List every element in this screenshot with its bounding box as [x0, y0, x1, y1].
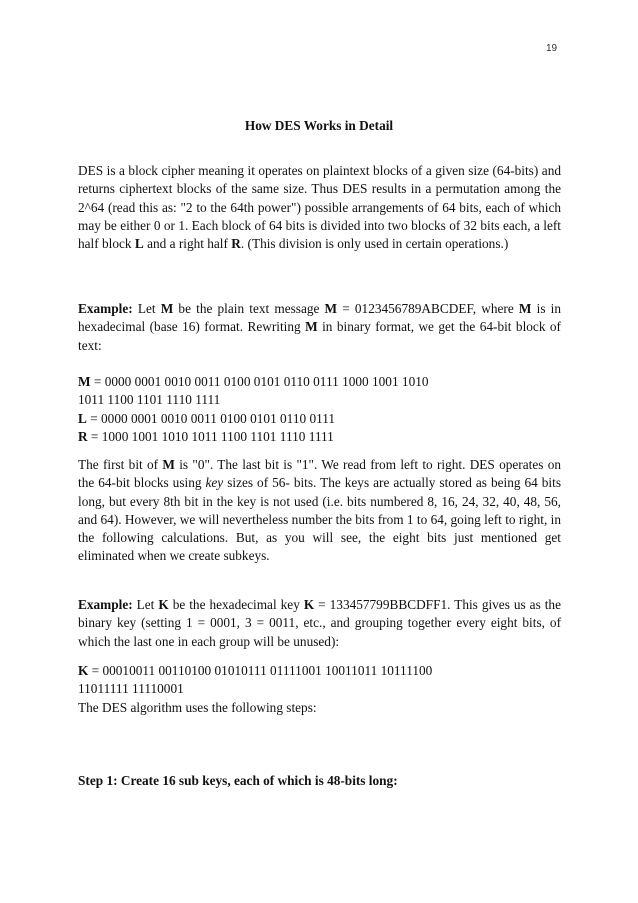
page-number: 19: [546, 43, 558, 54]
binary-block: [78, 373, 561, 446]
example1-paragraph: Example: Let M be the plain text message M = 0123456789ABCDEF, where M is in hexadecimal (base 16) format. Rewriting M in binary format, we get the 64-bit block of text:: [78, 301, 561, 353]
bits-paragraph: The first bit of M is "0". The last bit is "1". We read from left to right. DES operates on the 64-bit blocks using key sizes of 56- bits. The keys are actually stored as being 64 bits long, but every 8th bit in the key is not used (i.e. bits numbered 8, 16, 24, 32, 40, 48, 56, and 64). However, we will nevertheless number the bits from 1 to 64, going left to right, in the following calculations. But, as you will see, the eight bits just mentioned get eliminated when we create subkeys.: [78, 457, 561, 564]
step1-heading: Step 1: Create 16 sub keys, each of which is 48-bits long:: [78, 773, 398, 788]
key-binary-block: [78, 662, 561, 717]
r-binary-line: R = 1000 1001 1010 1011 1100 1101 1110 1111: [78, 428, 334, 444]
m-binary-line1: M = 0000 0001 0010 0011 0100 0101 0110 0111 1000 1001 1010: [78, 374, 429, 389]
m-binary-line2: 1011 1100 1101 1110 1111: [78, 392, 221, 408]
l-binary-line: L = 0000 0001 0010 0011 0100 0101 0110 0111: [78, 410, 336, 426]
section-title: How DES Works in Detail: [244, 118, 394, 133]
k-binary-line1: K = 00010011 00110100 01010111 01111001 10011011 10111100: [78, 663, 433, 678]
steps-intro: The DES algorithm uses the following steps:: [78, 699, 317, 715]
example2-paragraph: Example: Let K be the hexadecimal key K = 133457799BBCDFF1. This gives us as the binary key (setting 1 = 0001, 3 = 0011, etc., and grouping together every eight bits, of which the last one in each group will be unused):: [78, 597, 561, 649]
intro-paragraph: DES is a block cipher meaning it operates on plaintext blocks of a given size (64-bits) and returns ciphertext blocks of the same size. Thus DES results in a permutation among the 2^64 (read this as: "2 to the 64th power") possible arrangements of 64 bits, each of which may be either 0 or 1. Each block of 64 bits is divided into two blocks of 32 bits each, a left half block L and a right half R. (This division is only used in certain operations.): [78, 163, 561, 252]
k-binary-line2: 11011111 11110001: [78, 681, 184, 697]
